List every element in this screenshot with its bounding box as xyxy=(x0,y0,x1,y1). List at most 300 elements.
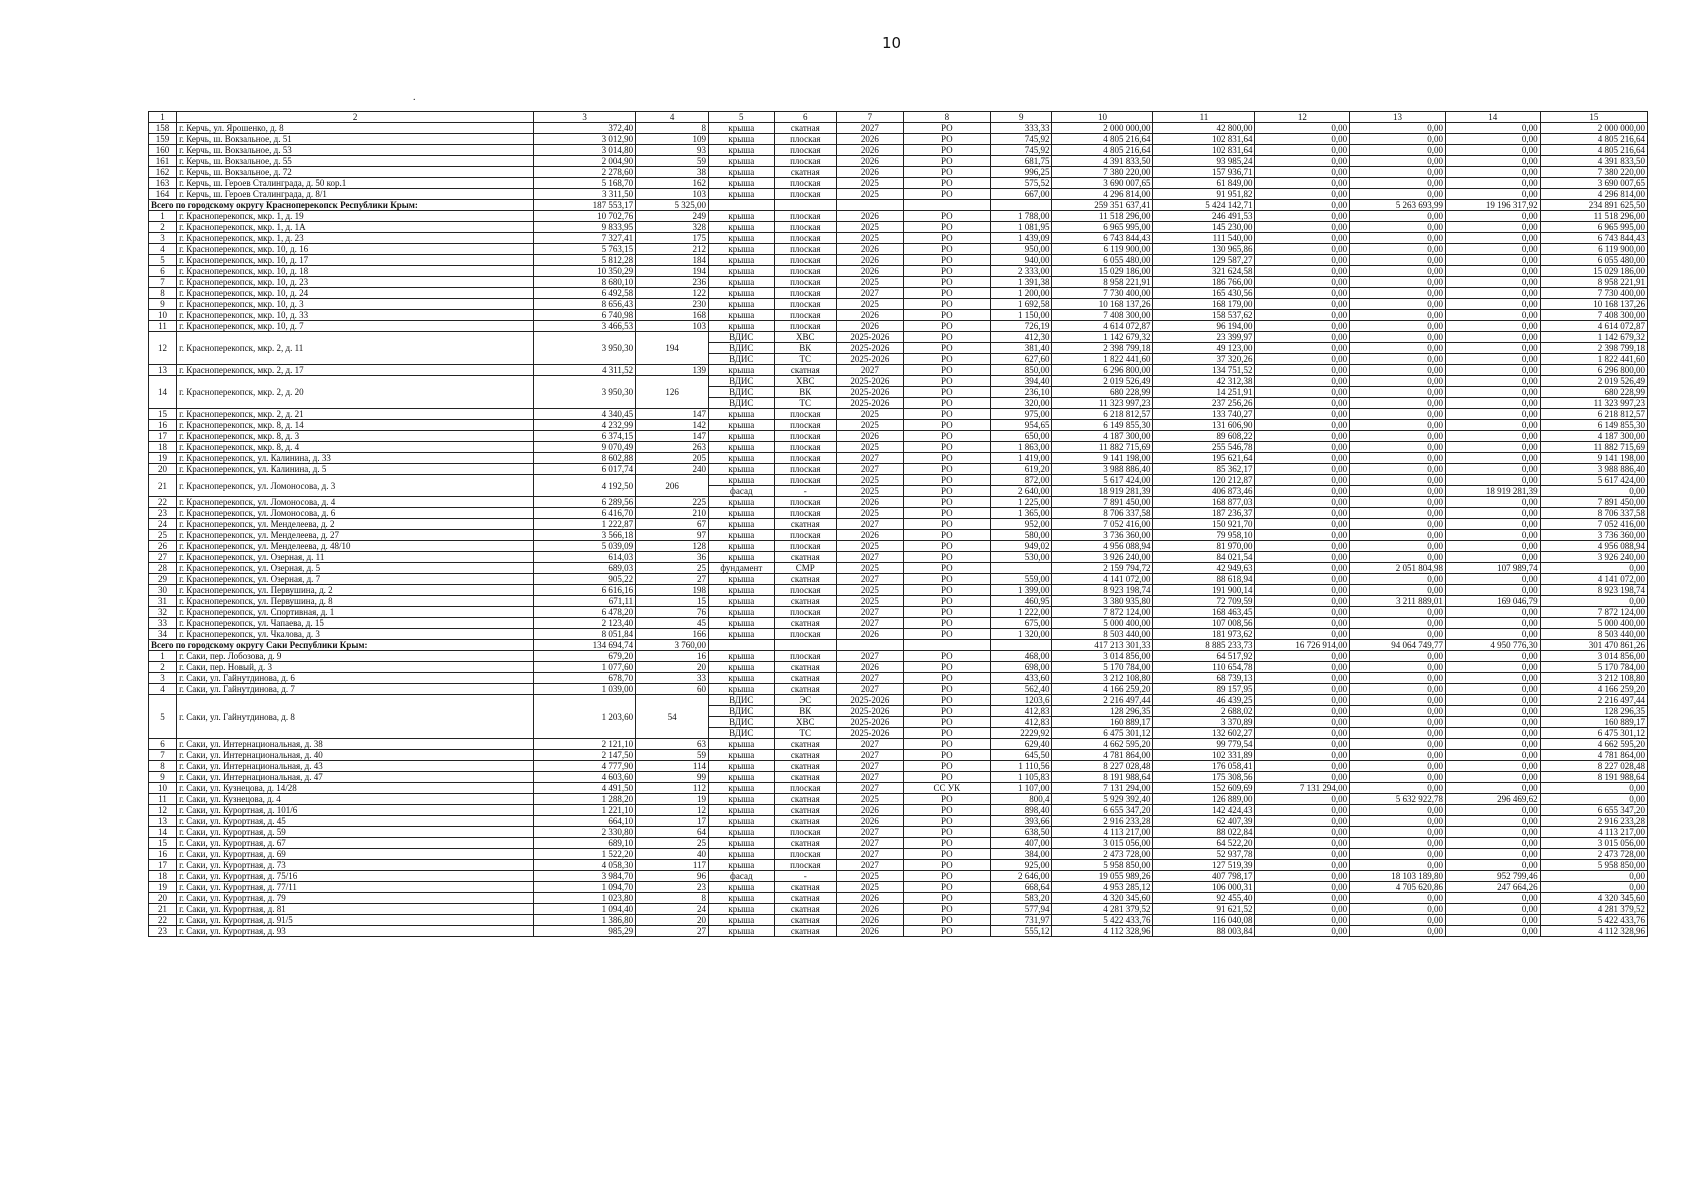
table-cell: 2026 xyxy=(837,915,904,926)
table-cell: РО xyxy=(903,541,990,552)
table-cell: 3 566,18 xyxy=(534,530,636,541)
table-cell: 6 416,70 xyxy=(534,508,636,519)
table-cell: 5 000 400,00 xyxy=(1052,618,1153,629)
table-row xyxy=(149,189,1648,200)
table-cell: крыша xyxy=(709,662,775,673)
table-cell: 17 xyxy=(149,860,177,871)
table-cell: 205 xyxy=(636,453,709,464)
table-cell: 61 849,00 xyxy=(1153,178,1255,189)
table-row xyxy=(149,893,1648,904)
table-cell: 664,10 xyxy=(534,816,636,827)
table-cell: 3 014,80 xyxy=(534,145,636,156)
table-cell: 0,00 xyxy=(1255,596,1350,607)
table-cell: 131 606,90 xyxy=(1153,420,1255,431)
table-cell: 4 112 328,96 xyxy=(1052,926,1153,937)
table-cell: РО xyxy=(903,629,990,640)
table-cell: 161 xyxy=(149,156,177,167)
address-cell: г. Саки, ул. Кузнецова, д. 14/28 xyxy=(177,783,534,794)
table-cell: 1 023,80 xyxy=(534,893,636,904)
column-number: 12 xyxy=(1255,112,1350,123)
table-row xyxy=(149,838,1648,849)
table-cell: 236,10 xyxy=(991,387,1052,398)
table-cell: 4 320 345,60 xyxy=(1052,893,1153,904)
table-cell: 6 655 347,20 xyxy=(1540,805,1647,816)
table-cell: 168 179,00 xyxy=(1153,299,1255,310)
table-cell: 8 958 221,91 xyxy=(1052,277,1153,288)
table-cell: 650,00 xyxy=(991,431,1052,442)
table-row xyxy=(149,541,1648,552)
table-cell: 102 831,64 xyxy=(1153,134,1255,145)
table-cell: 1 110,56 xyxy=(991,761,1052,772)
table-cell: 2 688,02 xyxy=(1153,706,1255,717)
table-cell: ТС xyxy=(774,728,836,739)
table-cell: крыша xyxy=(709,321,775,332)
table-row xyxy=(149,651,1648,662)
table-cell: 33 xyxy=(149,618,177,629)
table-cell: 2026 xyxy=(837,255,904,266)
table-row xyxy=(149,497,1648,508)
table-cell: 0,00 xyxy=(1445,145,1540,156)
table-cell: 3 xyxy=(149,673,177,684)
address-cell: г. Саки, ул. Курортная, д. 93 xyxy=(177,926,534,937)
column-number: 14 xyxy=(1445,112,1540,123)
table-cell: 2025 xyxy=(837,178,904,189)
table-body xyxy=(149,112,1648,937)
table-cell: 0,00 xyxy=(1540,563,1647,574)
table-cell: 2026 xyxy=(837,156,904,167)
table-cell: 1 692,58 xyxy=(991,299,1052,310)
table-cell: 0,00 xyxy=(1350,255,1446,266)
address-cell: г. Саки, ул. Курортная, д. 69 xyxy=(177,849,534,860)
table-cell: 67 xyxy=(636,519,709,530)
column-number: 10 xyxy=(1052,112,1153,123)
table-cell: 6 119 900,00 xyxy=(1052,244,1153,255)
table-cell: 2025 xyxy=(837,508,904,519)
table-cell: 0,00 xyxy=(1350,222,1446,233)
table-cell: 0,00 xyxy=(1255,376,1350,387)
table-cell: ВДИС xyxy=(709,343,775,354)
table-cell: 1 365,00 xyxy=(991,508,1052,519)
total-row xyxy=(149,200,1648,211)
table-cell: 0,00 xyxy=(1350,585,1446,596)
table-cell: РО xyxy=(903,882,990,893)
table-cell: 7 327,41 xyxy=(534,233,636,244)
table-cell: РО xyxy=(903,739,990,750)
table-cell: 1 150,00 xyxy=(991,310,1052,321)
table-cell: РО xyxy=(903,838,990,849)
table-cell: 4 xyxy=(149,244,177,255)
table-cell: 412,83 xyxy=(991,706,1052,717)
address-cell: г. Саки, ул. Гайнутдинова, д. 8 xyxy=(177,695,534,739)
table-cell: 0,00 xyxy=(1350,607,1446,618)
table-cell: 2026 xyxy=(837,497,904,508)
table-cell: 3 950,30 xyxy=(534,332,636,365)
table-cell: 2026 xyxy=(837,134,904,145)
table-cell: крыша xyxy=(709,475,775,486)
table-cell: 59 xyxy=(636,156,709,167)
table-cell: 6 149 855,30 xyxy=(1540,420,1647,431)
table-cell: 8 227 028,48 xyxy=(1540,761,1647,772)
table-cell: 7 891 450,00 xyxy=(1052,497,1153,508)
table-cell: 0,00 xyxy=(1445,717,1540,728)
table-cell: 1 225,00 xyxy=(991,497,1052,508)
table-cell: 2027 xyxy=(837,750,904,761)
address-cell: г. Саки, ул. Курортная, д. 67 xyxy=(177,838,534,849)
table-cell: 0,00 xyxy=(1350,288,1446,299)
table-cell: скатная xyxy=(774,618,836,629)
address-cell: г. Красноперекопск, мкр. 10, д. 16 xyxy=(177,244,534,255)
total-cell: 3 760,00 xyxy=(636,640,709,651)
table-cell: 0,00 xyxy=(1350,552,1446,563)
table-cell: 6 965 995,00 xyxy=(1540,222,1647,233)
table-cell: 6 119 900,00 xyxy=(1540,244,1647,255)
table-cell: 0,00 xyxy=(1255,827,1350,838)
table-cell: 4 662 595,20 xyxy=(1052,739,1153,750)
table-cell: 949,02 xyxy=(991,541,1052,552)
table-cell: 2 333,00 xyxy=(991,266,1052,277)
table-cell: РО xyxy=(903,156,990,167)
table-cell: РО xyxy=(903,178,990,189)
table-cell: 0,00 xyxy=(1445,849,1540,860)
table-cell: 0,00 xyxy=(1445,354,1540,365)
table-row xyxy=(149,519,1648,530)
address-cell: г. Саки, пер. Лобозова, д. 9 xyxy=(177,651,534,662)
table-cell: 2025 xyxy=(837,794,904,805)
address-cell: г. Красноперекопск, ул. Ломоносова, д. 6 xyxy=(177,508,534,519)
table-cell: 3 212 108,80 xyxy=(1052,673,1153,684)
table-cell: 6 296 800,00 xyxy=(1052,365,1153,376)
table-cell: 0,00 xyxy=(1350,574,1446,585)
table-row xyxy=(149,794,1648,805)
table-cell: 0,00 xyxy=(1350,508,1446,519)
total-cell: 5 424 142,71 xyxy=(1153,200,1255,211)
table-cell: 120 212,87 xyxy=(1153,475,1255,486)
table-cell: 5 958 850,00 xyxy=(1540,860,1647,871)
table-cell: 0,00 xyxy=(1445,497,1540,508)
table-cell: 0,00 xyxy=(1255,288,1350,299)
table-cell: 176 058,41 xyxy=(1153,761,1255,772)
table-cell: 8 656,43 xyxy=(534,299,636,310)
table-cell: плоская xyxy=(774,651,836,662)
address-cell: г. Красноперекопск, ул. Чапаева, д. 15 xyxy=(177,618,534,629)
table-cell: 0,00 xyxy=(1445,783,1540,794)
table-cell: 0,00 xyxy=(1445,838,1540,849)
table-cell: 0,00 xyxy=(1255,805,1350,816)
table-cell: 1 288,20 xyxy=(534,794,636,805)
table-cell: 46 439,25 xyxy=(1153,695,1255,706)
table-cell: 2025 xyxy=(837,420,904,431)
table-cell: 15 029 186,00 xyxy=(1052,266,1153,277)
table-cell: 18 919 281,39 xyxy=(1445,486,1540,497)
table-cell: 2027 xyxy=(837,123,904,134)
table-cell: РО xyxy=(903,310,990,321)
table-cell: 8 xyxy=(636,893,709,904)
table-cell: 2025 xyxy=(837,277,904,288)
table-cell: 186 766,00 xyxy=(1153,277,1255,288)
table-cell: 667,00 xyxy=(991,189,1052,200)
table-cell: 2025 xyxy=(837,541,904,552)
table-cell: скатная xyxy=(774,574,836,585)
table-cell: 4 xyxy=(149,684,177,695)
table-cell: 0,00 xyxy=(1350,706,1446,717)
table-cell: 4 281 379,52 xyxy=(1052,904,1153,915)
table-cell: 3 736 360,00 xyxy=(1540,530,1647,541)
address-cell: г. Красноперекопск, мкр. 2, д. 21 xyxy=(177,409,534,420)
table-cell: ВДИС xyxy=(709,332,775,343)
table-cell: 139 xyxy=(636,365,709,376)
table-row xyxy=(149,277,1648,288)
table-cell: крыша xyxy=(709,409,775,420)
table-cell: 562,40 xyxy=(991,684,1052,695)
address-cell: г. Саки, ул. Курортная, д. 101/6 xyxy=(177,805,534,816)
address-cell: г. Саки, ул. Курортная, д. 81 xyxy=(177,904,534,915)
table-cell: 0,00 xyxy=(1255,310,1350,321)
table-cell: РО xyxy=(903,794,990,805)
table-cell: 5 958 850,00 xyxy=(1052,860,1153,871)
table-cell: РО xyxy=(903,761,990,772)
table-cell: 0,00 xyxy=(1350,849,1446,860)
table-cell: 671,11 xyxy=(534,596,636,607)
table-cell: 1 094,40 xyxy=(534,904,636,915)
table-cell: ТС xyxy=(774,354,836,365)
table-cell: 4 391 833,50 xyxy=(1052,156,1153,167)
table-row xyxy=(149,827,1648,838)
table-cell: 407 798,17 xyxy=(1153,871,1255,882)
table-cell: плоская xyxy=(774,827,836,838)
table-cell: 128 xyxy=(636,541,709,552)
table-cell: 2027 xyxy=(837,365,904,376)
table-cell: 6 616,16 xyxy=(534,585,636,596)
table-cell: 0,00 xyxy=(1350,805,1446,816)
address-cell: г. Саки, ул. Интернациональная, д. 38 xyxy=(177,739,534,750)
table-cell: 24 xyxy=(149,519,177,530)
table-cell: 2 216 497,44 xyxy=(1540,695,1647,706)
total-cell: 134 694,74 xyxy=(534,640,636,651)
table-cell: РО xyxy=(903,915,990,926)
table-cell: 2 473 728,00 xyxy=(1540,849,1647,860)
table-cell: 0,00 xyxy=(1255,915,1350,926)
table-cell: 638,50 xyxy=(991,827,1052,838)
table-cell: 0,00 xyxy=(1255,486,1350,497)
address-cell: г. Керчь, ш. Вокзальное, д. 72 xyxy=(177,167,534,178)
table-cell: 212 xyxy=(636,244,709,255)
table-cell: 0,00 xyxy=(1445,387,1540,398)
table-cell: скатная xyxy=(774,882,836,893)
table-cell: 25 xyxy=(149,530,177,541)
table-cell: РО xyxy=(903,288,990,299)
total-cell xyxy=(837,640,904,651)
table-cell: 14 xyxy=(149,827,177,838)
table-row xyxy=(149,431,1648,442)
table-cell: 4 141 072,00 xyxy=(1540,574,1647,585)
table-cell: 2027 xyxy=(837,453,904,464)
table-cell: 142 xyxy=(636,420,709,431)
table-cell: 0,00 xyxy=(1445,618,1540,629)
table-cell: 0,00 xyxy=(1350,376,1446,387)
table-cell: 0,00 xyxy=(1255,508,1350,519)
table-cell: 10 702,76 xyxy=(534,211,636,222)
table-cell: 745,92 xyxy=(991,145,1052,156)
table-cell: 84 021,54 xyxy=(1153,552,1255,563)
table-cell: крыша xyxy=(709,585,775,596)
table-cell: 126 xyxy=(636,376,709,409)
table-cell: 0,00 xyxy=(1350,915,1446,926)
table-cell: 2025 xyxy=(837,299,904,310)
table-cell: 0,00 xyxy=(1445,321,1540,332)
table-cell: 29 xyxy=(149,574,177,585)
table-cell: 2026 xyxy=(837,321,904,332)
table-cell: 187 236,37 xyxy=(1153,508,1255,519)
address-cell: г. Красноперекопск, ул. Менделеева, д. 48/10 xyxy=(177,541,534,552)
table-cell: 3 014 856,00 xyxy=(1052,651,1153,662)
table-cell: 0,00 xyxy=(1445,123,1540,134)
table-cell: 3 950,30 xyxy=(534,376,636,409)
table-cell: 2 123,40 xyxy=(534,618,636,629)
table-cell: 0,00 xyxy=(1350,750,1446,761)
table-cell: 2025 xyxy=(837,486,904,497)
table-cell: 0,00 xyxy=(1350,189,1446,200)
table-cell: 2 640,00 xyxy=(991,486,1052,497)
table-cell: плоская xyxy=(774,497,836,508)
table-cell: 24 xyxy=(636,904,709,915)
table-cell: 5 xyxy=(149,255,177,266)
address-cell: г. Красноперекопск, мкр. 10, д. 7 xyxy=(177,321,534,332)
table-cell: РО xyxy=(903,453,990,464)
table-cell: 62 407,39 xyxy=(1153,816,1255,827)
table-cell: 0,00 xyxy=(1255,750,1350,761)
table-cell: 88 618,94 xyxy=(1153,574,1255,585)
address-cell: г. Саки, ул. Кузнецова, д. 4 xyxy=(177,794,534,805)
table-cell: ВДИС xyxy=(709,398,775,409)
address-cell: г. Керчь, ш. Героев Сталинграда, д. 8/1 xyxy=(177,189,534,200)
table-cell: 7 872 124,00 xyxy=(1052,607,1153,618)
table-cell: 2027 xyxy=(837,651,904,662)
table-cell: 1 200,00 xyxy=(991,288,1052,299)
table-cell: 169 046,79 xyxy=(1445,596,1540,607)
table-cell: 1 863,00 xyxy=(991,442,1052,453)
table-cell: скатная xyxy=(774,805,836,816)
table-cell: 7 xyxy=(149,750,177,761)
table-cell: 2 019 526,49 xyxy=(1540,376,1647,387)
table-cell: 198 xyxy=(636,585,709,596)
table-cell: 147 xyxy=(636,409,709,420)
table-cell: 20 xyxy=(636,915,709,926)
table-row xyxy=(149,783,1648,794)
column-number: 8 xyxy=(903,112,990,123)
address-cell: г. Красноперекопск, мкр. 10, д. 18 xyxy=(177,266,534,277)
table-cell: 11 518 296,00 xyxy=(1052,211,1153,222)
table-cell: 0,00 xyxy=(1445,420,1540,431)
table-cell: крыша xyxy=(709,277,775,288)
table-cell: 2027 xyxy=(837,761,904,772)
column-number: 7 xyxy=(837,112,904,123)
table-cell: крыша xyxy=(709,541,775,552)
table-cell: 158 xyxy=(149,123,177,134)
table-cell: 0,00 xyxy=(1350,629,1446,640)
table-cell: 168 463,45 xyxy=(1153,607,1255,618)
table-cell: 2027 xyxy=(837,607,904,618)
table-cell: 1 222,87 xyxy=(534,519,636,530)
table-cell: 2025 xyxy=(837,871,904,882)
table-cell: 2025 xyxy=(837,882,904,893)
table-cell: РО xyxy=(903,211,990,222)
table-cell: 0,00 xyxy=(1445,244,1540,255)
table-cell: 194 xyxy=(636,332,709,365)
table-cell: 4 391 833,50 xyxy=(1540,156,1647,167)
table-cell: 0,00 xyxy=(1445,288,1540,299)
table-cell: 0,00 xyxy=(1255,189,1350,200)
table-cell: крыша xyxy=(709,508,775,519)
table-cell: 2025-2026 xyxy=(837,398,904,409)
table-cell: 0,00 xyxy=(1255,354,1350,365)
table-cell: 2026 xyxy=(837,167,904,178)
table-row xyxy=(149,145,1648,156)
table-cell: РО xyxy=(903,673,990,684)
table-cell: 0,00 xyxy=(1255,882,1350,893)
table-cell: 33 xyxy=(636,673,709,684)
table-cell: 2025-2026 xyxy=(837,728,904,739)
table-cell: 85 362,17 xyxy=(1153,464,1255,475)
address-cell: г. Красноперекопск, мкр. 10, д. 33 xyxy=(177,310,534,321)
table-cell: 112 xyxy=(636,783,709,794)
table-cell: 0,00 xyxy=(1350,717,1446,728)
table-cell: 8 191 988,64 xyxy=(1540,772,1647,783)
table-cell: 15 xyxy=(636,596,709,607)
table-cell: РО xyxy=(903,343,990,354)
table-cell: 26 xyxy=(149,541,177,552)
table-cell: 0,00 xyxy=(1445,750,1540,761)
table-cell: 32 xyxy=(149,607,177,618)
address-cell: г. Красноперекопск, мкр. 8, д. 14 xyxy=(177,420,534,431)
table-row xyxy=(149,420,1648,431)
table-cell: 3 370,89 xyxy=(1153,717,1255,728)
table-cell: крыша xyxy=(709,464,775,475)
table-cell: 4 956 088,94 xyxy=(1052,541,1153,552)
table-cell: 4 166 259,20 xyxy=(1540,684,1647,695)
column-number: 3 xyxy=(534,112,636,123)
table-cell: 0,00 xyxy=(1350,684,1446,695)
table-cell: РО xyxy=(903,486,990,497)
total-cell xyxy=(774,640,836,651)
table-cell: 89 157,95 xyxy=(1153,684,1255,695)
table-cell: крыша xyxy=(709,915,775,926)
table-cell: РО xyxy=(903,827,990,838)
table-cell: 17 xyxy=(149,431,177,442)
table-cell: 0,00 xyxy=(1350,431,1446,442)
table-cell: РО xyxy=(903,607,990,618)
table-cell: 0,00 xyxy=(1255,871,1350,882)
table-cell: 4 340,45 xyxy=(534,409,636,420)
table-row xyxy=(149,134,1648,145)
table-cell: 107 989,74 xyxy=(1445,563,1540,574)
table-cell: 5 422 433,76 xyxy=(1052,915,1153,926)
table-cell: 165 430,56 xyxy=(1153,288,1255,299)
table-cell: 0,00 xyxy=(1350,673,1446,684)
table-cell: 2025-2026 xyxy=(837,343,904,354)
table-cell: 2025-2026 xyxy=(837,706,904,717)
table-cell: 0,00 xyxy=(1350,860,1446,871)
table-row xyxy=(149,816,1648,827)
table-cell: 184 xyxy=(636,255,709,266)
table-cell: 905,22 xyxy=(534,574,636,585)
table-cell: РО xyxy=(903,662,990,673)
table-cell: 0,00 xyxy=(1255,893,1350,904)
table-cell: 38 xyxy=(636,167,709,178)
table-cell: 0,00 xyxy=(1445,442,1540,453)
table-cell: 20 xyxy=(149,464,177,475)
table-cell: крыша xyxy=(709,178,775,189)
table-cell: 530,00 xyxy=(991,552,1052,563)
